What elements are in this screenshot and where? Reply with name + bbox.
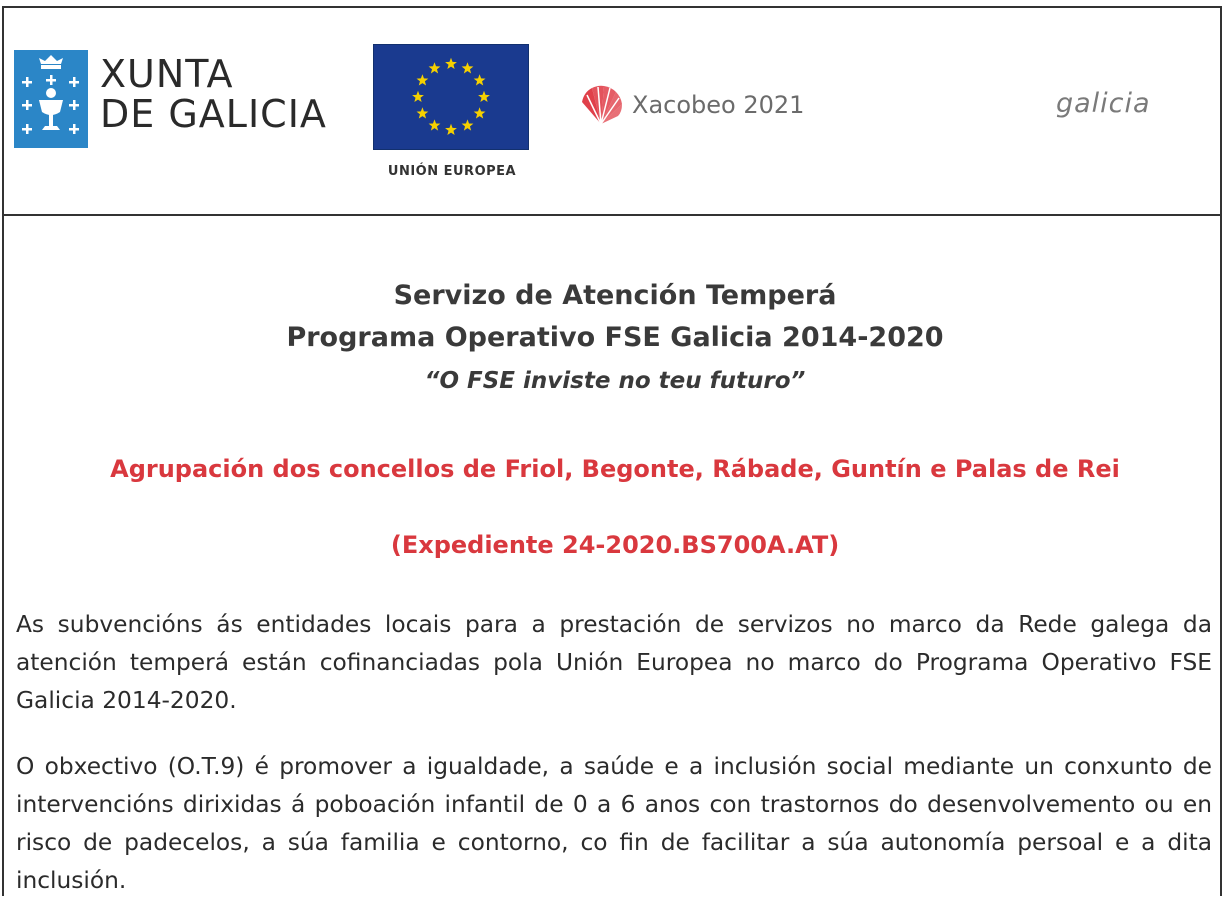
eu-star-icon — [429, 119, 441, 130]
eu-logo — [373, 44, 531, 179]
program-title: Programa Operativo FSE Galicia 2014-2020 — [286, 322, 944, 353]
paragraph-subvencions: As subvencións ás entidades locais para a prestación de servizos no marco da Rede galega da atención temperá están cofinanciadas pola Unión Europea no marco do Programa Operativo FSE Galicia 2014-2020. — [16, 611, 1212, 714]
galicia-label: galicia — [1056, 88, 1151, 119]
eu-star-icon — [412, 91, 424, 102]
eu-star-icon — [474, 107, 486, 118]
document-frame — [2, 6, 1222, 896]
program-motto: “O FSE inviste no teu futuro” — [424, 368, 806, 394]
xacobeo-label: Xacobeo 2021 — [632, 91, 805, 119]
paragraph-obxectivo: O obxectivo (O.T.9) é promover a igualdade, a saúde e a inclusión social mediante un conxunto de intervencións dirixidas á poboación infantil de 0 a 6 anos con trastornos do desenvolvemento ou en risco de padecelos, a súa familia e contorno, co fin de facilitar a súa autonomía persoal e a dita inclusión. — [16, 753, 1212, 894]
eu-star-icon — [445, 124, 457, 135]
agrupacion-heading: Agrupación dos concellos de Friol, Begonte, Rábade, Guntín e Palas de Rei — [110, 455, 1120, 483]
eu-star-icon — [417, 74, 429, 85]
eu-star-icon — [462, 119, 474, 130]
xacobeo-logo — [578, 84, 804, 126]
eu-star-icon — [417, 107, 429, 118]
xunta-title-line2: DE GALICIA — [100, 92, 327, 136]
eu-label: UNIÓN EUROPEA — [387, 164, 517, 179]
eu-star-icon — [462, 62, 474, 73]
eu-star-icon — [478, 91, 490, 102]
eu-star-icon — [474, 74, 486, 85]
expediente-heading: (Expediente 24-2020.BS700A.AT) — [390, 531, 840, 559]
xunta-shield-icon — [14, 50, 88, 148]
xunta-logo — [14, 50, 327, 148]
xunta-title-line1: XUNTA — [100, 52, 234, 96]
page-title: Servizo de Atención Temperá — [393, 280, 837, 311]
eu-star-icon — [429, 62, 441, 73]
galicia-logo — [1056, 88, 1151, 119]
eu-flag-icon — [373, 44, 529, 150]
logo-header — [4, 8, 1222, 216]
eu-star-icon — [445, 58, 457, 69]
scallop-shell-icon — [578, 84, 624, 126]
